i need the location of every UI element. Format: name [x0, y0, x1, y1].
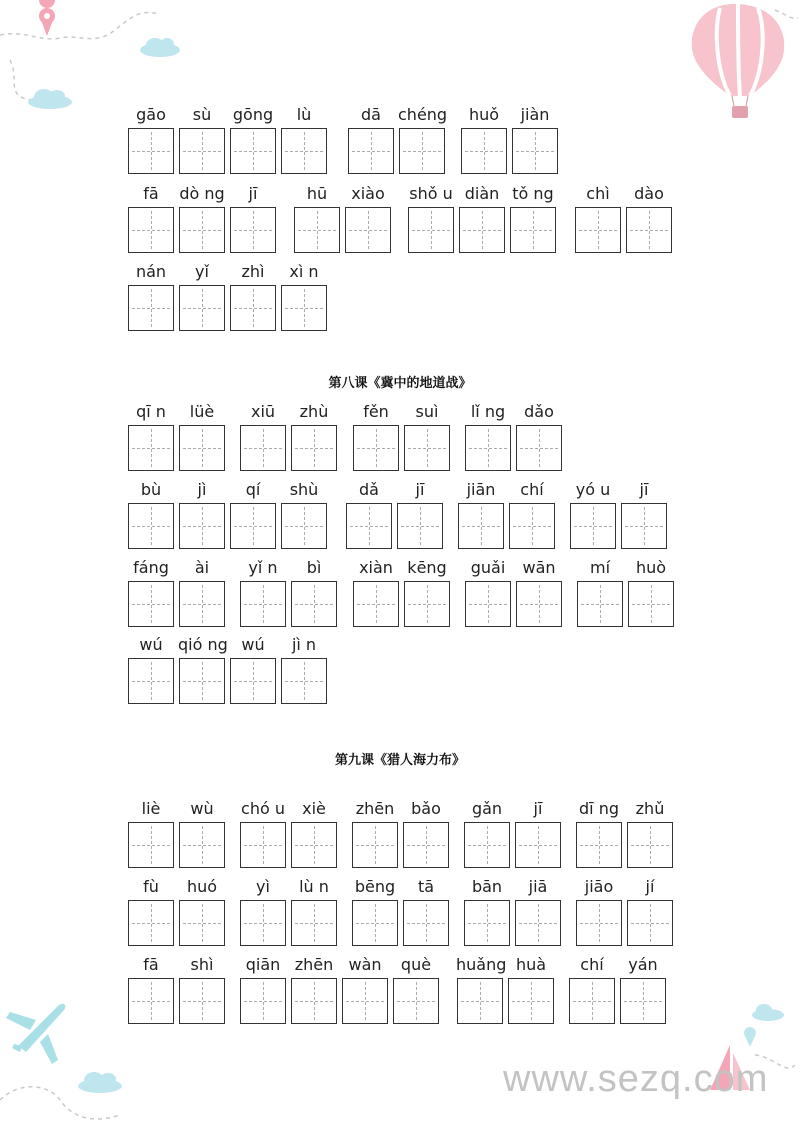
pinyin-label: chí: [520, 480, 544, 499]
writing-box[interactable]: [128, 658, 174, 704]
writing-box[interactable]: [465, 425, 511, 471]
pinyin-label: qió ng: [178, 635, 228, 654]
writing-box[interactable]: [281, 503, 327, 549]
pinyin-label: diàn: [464, 184, 500, 203]
pinyin-label: fù: [143, 877, 159, 896]
writing-box[interactable]: [628, 581, 674, 627]
writing-box[interactable]: [346, 503, 392, 549]
writing-box[interactable]: [512, 128, 558, 174]
writing-box[interactable]: [128, 128, 174, 174]
writing-box[interactable]: [281, 658, 327, 704]
pinyin-label: jiā: [528, 877, 548, 896]
writing-box[interactable]: [627, 822, 673, 868]
pinyin-label: dò ng: [179, 184, 225, 203]
pinyin-label: suì: [415, 402, 439, 421]
pinyin-label: lù n: [299, 877, 329, 896]
pinyin-label: mí: [589, 558, 611, 577]
pinyin-label: liè: [141, 799, 161, 818]
pinyin-label: fā: [143, 955, 159, 974]
writing-box[interactable]: [457, 978, 503, 1024]
writing-box[interactable]: [240, 822, 286, 868]
pinyin-label: gōng: [232, 105, 274, 124]
cloud-icon: [78, 1072, 122, 1093]
writing-box[interactable]: [575, 207, 621, 253]
pinyin-label: lù: [296, 105, 312, 124]
writing-box[interactable]: [626, 207, 672, 253]
writing-box[interactable]: [230, 658, 276, 704]
writing-box[interactable]: [179, 207, 225, 253]
pinyin-label: wàn: [348, 955, 382, 974]
pinyin-label: chì: [586, 184, 610, 203]
word-row: [0, 104, 800, 184]
writing-box[interactable]: [464, 822, 510, 868]
pinyin-label: xiè: [302, 799, 326, 818]
writing-box[interactable]: [281, 128, 327, 174]
pinyin-label: xiū: [250, 402, 276, 421]
pinyin-label: tā: [417, 877, 435, 896]
map-pin-icon: [39, 0, 55, 36]
writing-box[interactable]: [179, 658, 225, 704]
word-row: [0, 479, 800, 559]
pinyin-label: yǐ n: [248, 558, 278, 577]
writing-box[interactable]: [128, 425, 174, 471]
writing-box[interactable]: [179, 978, 225, 1024]
pinyin-label: xiào: [351, 184, 385, 203]
pinyin-label: wú: [241, 635, 265, 654]
pinyin-label: shì: [190, 955, 214, 974]
writing-box[interactable]: [179, 822, 225, 868]
pinyin-label: gǎn: [471, 799, 503, 818]
pinyin-label: fěn: [363, 402, 389, 421]
pinyin-label: fā: [143, 184, 159, 203]
pinyin-label: dào: [634, 184, 664, 203]
pinyin-label: bì: [306, 558, 322, 577]
word-row: [0, 401, 800, 481]
writing-box[interactable]: [348, 128, 394, 174]
writing-box[interactable]: [230, 503, 276, 549]
pinyin-label: shù: [289, 480, 319, 499]
lesson-9-title: 第九课《猎人海力布》: [334, 753, 465, 768]
pinyin-label: huà: [515, 955, 547, 974]
writing-box[interactable]: [230, 285, 276, 331]
writing-box[interactable]: [399, 128, 445, 174]
pinyin-label: jī: [639, 480, 649, 499]
pinyin-label: yán: [628, 955, 658, 974]
lesson-8-title: 第八课《冀中的地道战》: [328, 376, 472, 391]
word-row: [0, 954, 800, 1034]
writing-box[interactable]: [294, 207, 340, 253]
writing-box[interactable]: [128, 285, 174, 331]
word-row: [0, 557, 800, 637]
pinyin-label: jí: [645, 877, 655, 896]
writing-box[interactable]: [403, 900, 449, 946]
writing-box[interactable]: [516, 425, 562, 471]
writing-box[interactable]: [404, 425, 450, 471]
pinyin-label: xì n: [289, 262, 319, 281]
word-row: [0, 634, 800, 714]
pinyin-label: què: [400, 955, 432, 974]
pinyin-label: kēng: [407, 558, 447, 577]
pinyin-label: bù: [140, 480, 162, 499]
writing-box[interactable]: [291, 900, 337, 946]
writing-box[interactable]: [404, 581, 450, 627]
writing-box[interactable]: [291, 425, 337, 471]
writing-box[interactable]: [458, 503, 504, 549]
writing-box[interactable]: [459, 207, 505, 253]
word-row: [0, 261, 800, 341]
pinyin-label: zhù: [299, 402, 329, 421]
writing-box[interactable]: [240, 581, 286, 627]
pinyin-label: sù: [192, 105, 212, 124]
writing-box[interactable]: [230, 128, 276, 174]
writing-box[interactable]: [576, 900, 622, 946]
pinyin-label: jì n: [291, 635, 317, 654]
word-row: [0, 183, 800, 263]
pinyin-label: zhēn: [355, 799, 395, 818]
pinyin-label: guǎi: [470, 558, 506, 577]
pinyin-label: huǒ: [468, 105, 500, 124]
writing-box[interactable]: [408, 207, 454, 253]
pinyin-label: lǐ ng: [470, 402, 506, 421]
writing-box[interactable]: [179, 900, 225, 946]
pinyin-label: huò: [635, 558, 667, 577]
writing-box[interactable]: [403, 822, 449, 868]
writing-box[interactable]: [179, 128, 225, 174]
pinyin-label: dī ng: [579, 799, 619, 818]
writing-box[interactable]: [461, 128, 507, 174]
writing-box[interactable]: [128, 900, 174, 946]
writing-box[interactable]: [508, 978, 554, 1024]
pinyin-label: dā: [361, 105, 381, 124]
corner-doodle-top-left: [0, 0, 200, 120]
pinyin-label: yì: [256, 877, 270, 896]
pinyin-label: chó u: [241, 799, 285, 818]
pinyin-label: yǐ: [195, 262, 209, 281]
pinyin-label: jiàn: [520, 105, 550, 124]
writing-box[interactable]: [627, 900, 673, 946]
writing-box[interactable]: [128, 978, 174, 1024]
pinyin-label: ài: [194, 558, 210, 577]
pinyin-label: bǎo: [411, 799, 441, 818]
pinyin-label: bān: [471, 877, 503, 896]
pinyin-label: wān: [522, 558, 556, 577]
writing-box[interactable]: [352, 900, 398, 946]
pinyin-label: jì: [197, 480, 207, 499]
pinyin-label: gāo: [136, 105, 166, 124]
writing-box[interactable]: [281, 285, 327, 331]
pinyin-label: wú: [139, 635, 163, 654]
watermark: www.sezq.com: [503, 1058, 769, 1100]
writing-box[interactable]: [353, 425, 399, 471]
pinyin-label: yó u: [575, 480, 611, 499]
writing-box[interactable]: [342, 978, 388, 1024]
pinyin-label: zhì: [241, 262, 265, 281]
writing-box[interactable]: [515, 822, 561, 868]
cloud-icon: [140, 38, 180, 57]
writing-box[interactable]: [516, 581, 562, 627]
pinyin-label: dǎo: [524, 402, 554, 421]
writing-box[interactable]: [128, 207, 174, 253]
pinyin-label: qí: [245, 480, 261, 499]
pinyin-label: jī: [248, 184, 258, 203]
pinyin-label: jī: [533, 799, 543, 818]
writing-box[interactable]: [230, 207, 276, 253]
pinyin-label: chí: [580, 955, 604, 974]
pinyin-label: zhǔ: [635, 799, 665, 818]
writing-box[interactable]: [620, 978, 666, 1024]
pinyin-label: jī: [415, 480, 425, 499]
pinyin-label: bēng: [354, 877, 396, 896]
pinyin-label: hū: [306, 184, 328, 203]
pinyin-label: shǒ u: [409, 184, 453, 203]
pinyin-label: chéng: [398, 105, 448, 124]
writing-box[interactable]: [179, 425, 225, 471]
writing-box[interactable]: [291, 581, 337, 627]
writing-box[interactable]: [465, 581, 511, 627]
writing-box[interactable]: [128, 503, 174, 549]
writing-box[interactable]: [179, 285, 225, 331]
pinyin-label: qiān: [245, 955, 281, 974]
writing-box[interactable]: [569, 978, 615, 1024]
writing-box[interactable]: [240, 900, 286, 946]
pinyin-label: dǎ: [359, 480, 379, 499]
writing-box[interactable]: [510, 207, 556, 253]
pinyin-label: huó: [186, 877, 218, 896]
pinyin-label: qī n: [136, 402, 166, 421]
writing-box[interactable]: [621, 503, 667, 549]
writing-box[interactable]: [515, 900, 561, 946]
word-row: [0, 798, 800, 878]
pinyin-label: huǎng: [456, 955, 507, 974]
pinyin-label: zhēn: [294, 955, 334, 974]
writing-box[interactable]: [397, 503, 443, 549]
word-row: [0, 876, 800, 956]
writing-box[interactable]: [128, 581, 174, 627]
pinyin-label: jiān: [466, 480, 496, 499]
writing-box[interactable]: [291, 978, 337, 1024]
writing-box[interactable]: [240, 425, 286, 471]
writing-box[interactable]: [464, 900, 510, 946]
writing-box[interactable]: [577, 581, 623, 627]
writing-box[interactable]: [345, 207, 391, 253]
pinyin-label: wù: [190, 799, 214, 818]
writing-box[interactable]: [353, 581, 399, 627]
writing-box[interactable]: [240, 978, 286, 1024]
writing-box[interactable]: [179, 503, 225, 549]
writing-box[interactable]: [179, 581, 225, 627]
writing-box[interactable]: [509, 503, 555, 549]
writing-box[interactable]: [576, 822, 622, 868]
writing-box[interactable]: [291, 822, 337, 868]
pinyin-label: nán: [135, 262, 167, 281]
writing-box[interactable]: [570, 503, 616, 549]
pinyin-label: jiāo: [584, 877, 614, 896]
pinyin-label: lüè: [189, 402, 215, 421]
pinyin-label: tǒ ng: [512, 184, 554, 203]
writing-box[interactable]: [352, 822, 398, 868]
pinyin-label: xiàn: [359, 558, 393, 577]
writing-box[interactable]: [393, 978, 439, 1024]
pinyin-label: fáng: [133, 558, 169, 577]
writing-box[interactable]: [128, 822, 174, 868]
